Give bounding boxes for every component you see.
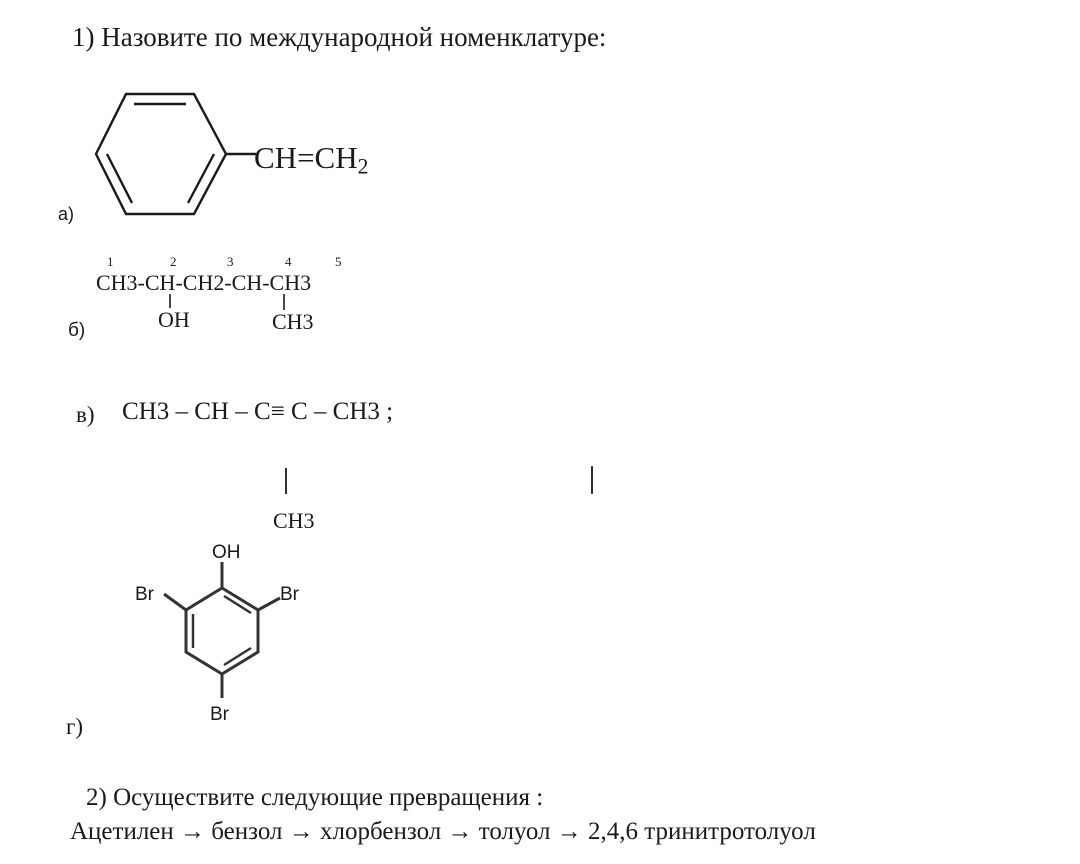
formula-v-ch3: CH3 (273, 508, 315, 533)
label-b: б) (68, 320, 86, 341)
carbon-number-2: 2 (170, 254, 177, 269)
label-a: а) (58, 204, 75, 224)
question-1-title: 1) Назовите по международной номенклатуре: (72, 22, 607, 52)
phenol-br-right: Br (280, 584, 299, 605)
transformation-chain: Ацетилен → бензол → хлорбензол → толуол → 2,4,6 тринитротолуол (70, 818, 816, 845)
carbon-number-4: 4 (285, 254, 292, 269)
phenol-br-left: Br (135, 584, 154, 605)
label-v: в) (76, 402, 95, 427)
carbon-number-5: 5 (335, 254, 342, 269)
formula-b-oh: OH (158, 307, 190, 332)
question-2-title: 2) Осуществите следующие превращения : (86, 784, 544, 811)
vinyl-text: CH=CH (254, 140, 358, 175)
vinyl-subscript: 2 (357, 154, 369, 179)
tribromophenol-structure (120, 530, 350, 730)
carbon-number-1: 1 (107, 254, 114, 269)
formula-b-main: CH3-CH-CH2-CH-CH3 (96, 270, 312, 295)
phenol-oh: OH (212, 542, 241, 563)
formula-v-main: CH3 – CH – C≡ C – CH3 ; (122, 398, 394, 425)
phenol-br-bottom: Br (210, 704, 229, 725)
formula-b-ch3: CH3 (272, 309, 314, 334)
carbon-number-3: 3 (227, 254, 234, 269)
label-g: г) (66, 714, 84, 739)
